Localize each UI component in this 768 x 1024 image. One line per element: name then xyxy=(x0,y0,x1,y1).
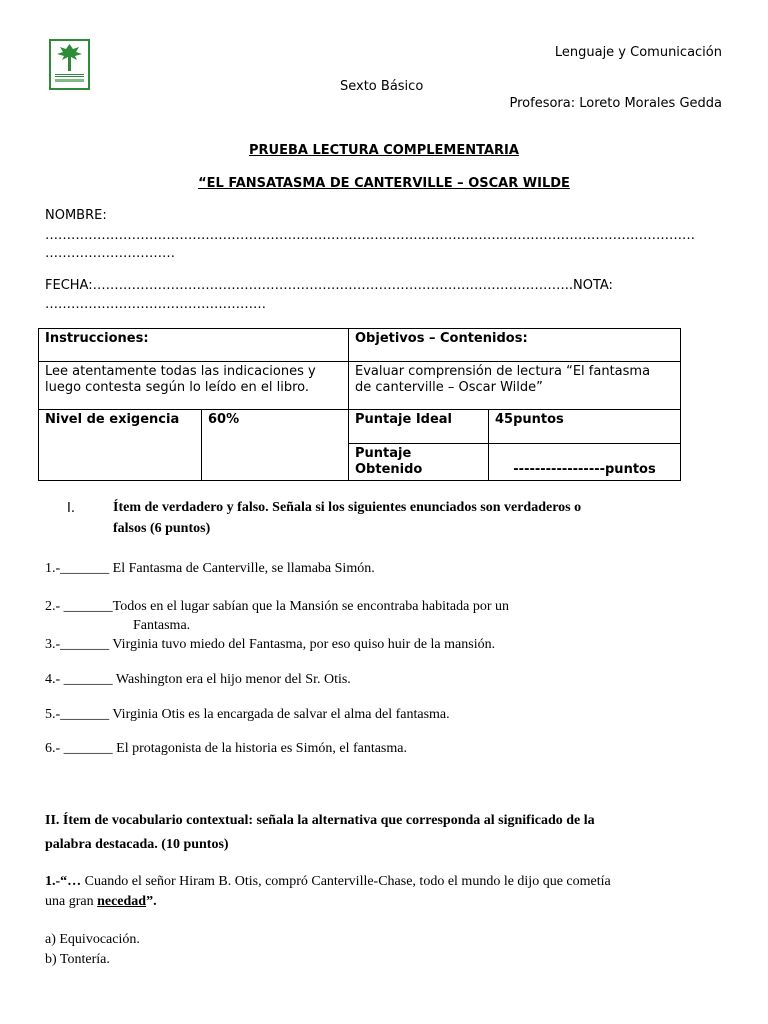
tf-item-6: 6.- _______ El protagonista de la historia es Simón, el fantasma. xyxy=(45,741,407,756)
section2-heading: II. Ítem de vocabulario contextual: señala la alternativa que corresponda al significado de la xyxy=(45,813,595,828)
vocab-question-1 xyxy=(45,874,611,890)
subject-label: Lenguaje y Comunicación xyxy=(554,45,722,60)
question-text: Cuando el señor Hiram B. Otis, compró Canterville-Chase, todo el mundo le dijo que cometía xyxy=(81,874,611,889)
question-number: 1.-“… xyxy=(45,874,82,889)
objetivos-header: Objetivos – Contenidos: xyxy=(349,329,681,362)
tf-item-3: 3.-_______ Virginia tuvo miedo del Fantasma, por eso quiso huir de la mansión. xyxy=(45,637,496,652)
section1-heading: Ítem de verdadero y falso. Señala si los siguientes enunciados son verdaderos o xyxy=(113,500,582,515)
question-text: una gran xyxy=(45,894,98,909)
nombre-label: NOMBRE: xyxy=(45,208,107,223)
puntaje-obtenido-line: Obtenido xyxy=(355,462,423,477)
school-logo xyxy=(49,39,90,90)
instrucciones-header: Instrucciones: xyxy=(39,329,349,362)
option-b: b) Tontería. xyxy=(45,952,110,967)
teacher-label: Profesora: Loreto Morales Gedda xyxy=(509,96,722,111)
instrucciones-line: Lee atentamente todas las indicaciones y xyxy=(45,364,316,379)
instrucciones-text xyxy=(39,362,349,410)
nombre-line: …………………………………………………………………………………………………………………………………… xyxy=(45,228,695,243)
grade-label: Sexto Básico xyxy=(340,79,424,94)
option-a: a) Equivocación. xyxy=(45,932,140,947)
section2-heading-continued: palabra destacada. (10 puntos) xyxy=(45,837,229,852)
nivel-label: Nivel de exigencia xyxy=(39,410,202,481)
puntaje-obtenido-line: Puntaje xyxy=(355,446,412,461)
info-table xyxy=(38,328,681,481)
objetivos-text xyxy=(349,362,681,410)
tf-item-1: 1.-_______ El Fantasma de Canterville, se llamaba Simón. xyxy=(45,561,375,576)
page-subtitle: “EL FANSATASMA DE CANTERVILLE – OSCAR WILDE xyxy=(198,176,570,191)
nivel-value: 60% xyxy=(202,410,349,481)
nota-line-continued: …………………………………………… xyxy=(45,297,266,312)
vocab-question-1-continued xyxy=(45,894,157,910)
fecha-nota-line: FECHA:……………………………………………………………………………………….………..NOTA: xyxy=(45,278,613,293)
nombre-line-continued: ………………………… xyxy=(45,246,175,261)
puntaje-obtenido-value: -----------------puntos xyxy=(489,444,681,481)
section1-heading-continued: falsos (6 puntos) xyxy=(113,521,211,536)
objetivos-line: Evaluar comprensión de lectura “El fantasma xyxy=(355,364,651,379)
tree-icon xyxy=(51,41,88,88)
tf-item-2-continued: Fantasma. xyxy=(133,618,191,633)
puntaje-ideal-value: 45puntos xyxy=(489,410,681,444)
tf-item-2: 2.- _______Todos en el lugar sabían que la Mansión se encontraba habitada por un xyxy=(45,599,510,614)
question-end: ”. xyxy=(146,894,157,909)
section1-number: I. xyxy=(67,501,75,516)
highlighted-word: necedad xyxy=(97,894,147,909)
puntaje-ideal-label: Puntaje Ideal xyxy=(349,410,489,444)
puntaje-obtenido-label xyxy=(349,444,489,481)
tf-item-5: 5.-_______ Virginia Otis es la encargada de salvar el alma del fantasma. xyxy=(45,707,450,722)
objetivos-line: de canterville – Oscar Wilde” xyxy=(355,380,543,395)
page-title: PRUEBA LECTURA COMPLEMENTARIA xyxy=(249,143,519,158)
tf-item-4: 4.- _______ Washington era el hijo menor del Sr. Otis. xyxy=(45,672,351,687)
instrucciones-line: luego contesta según lo leído en el libro. xyxy=(45,380,309,395)
